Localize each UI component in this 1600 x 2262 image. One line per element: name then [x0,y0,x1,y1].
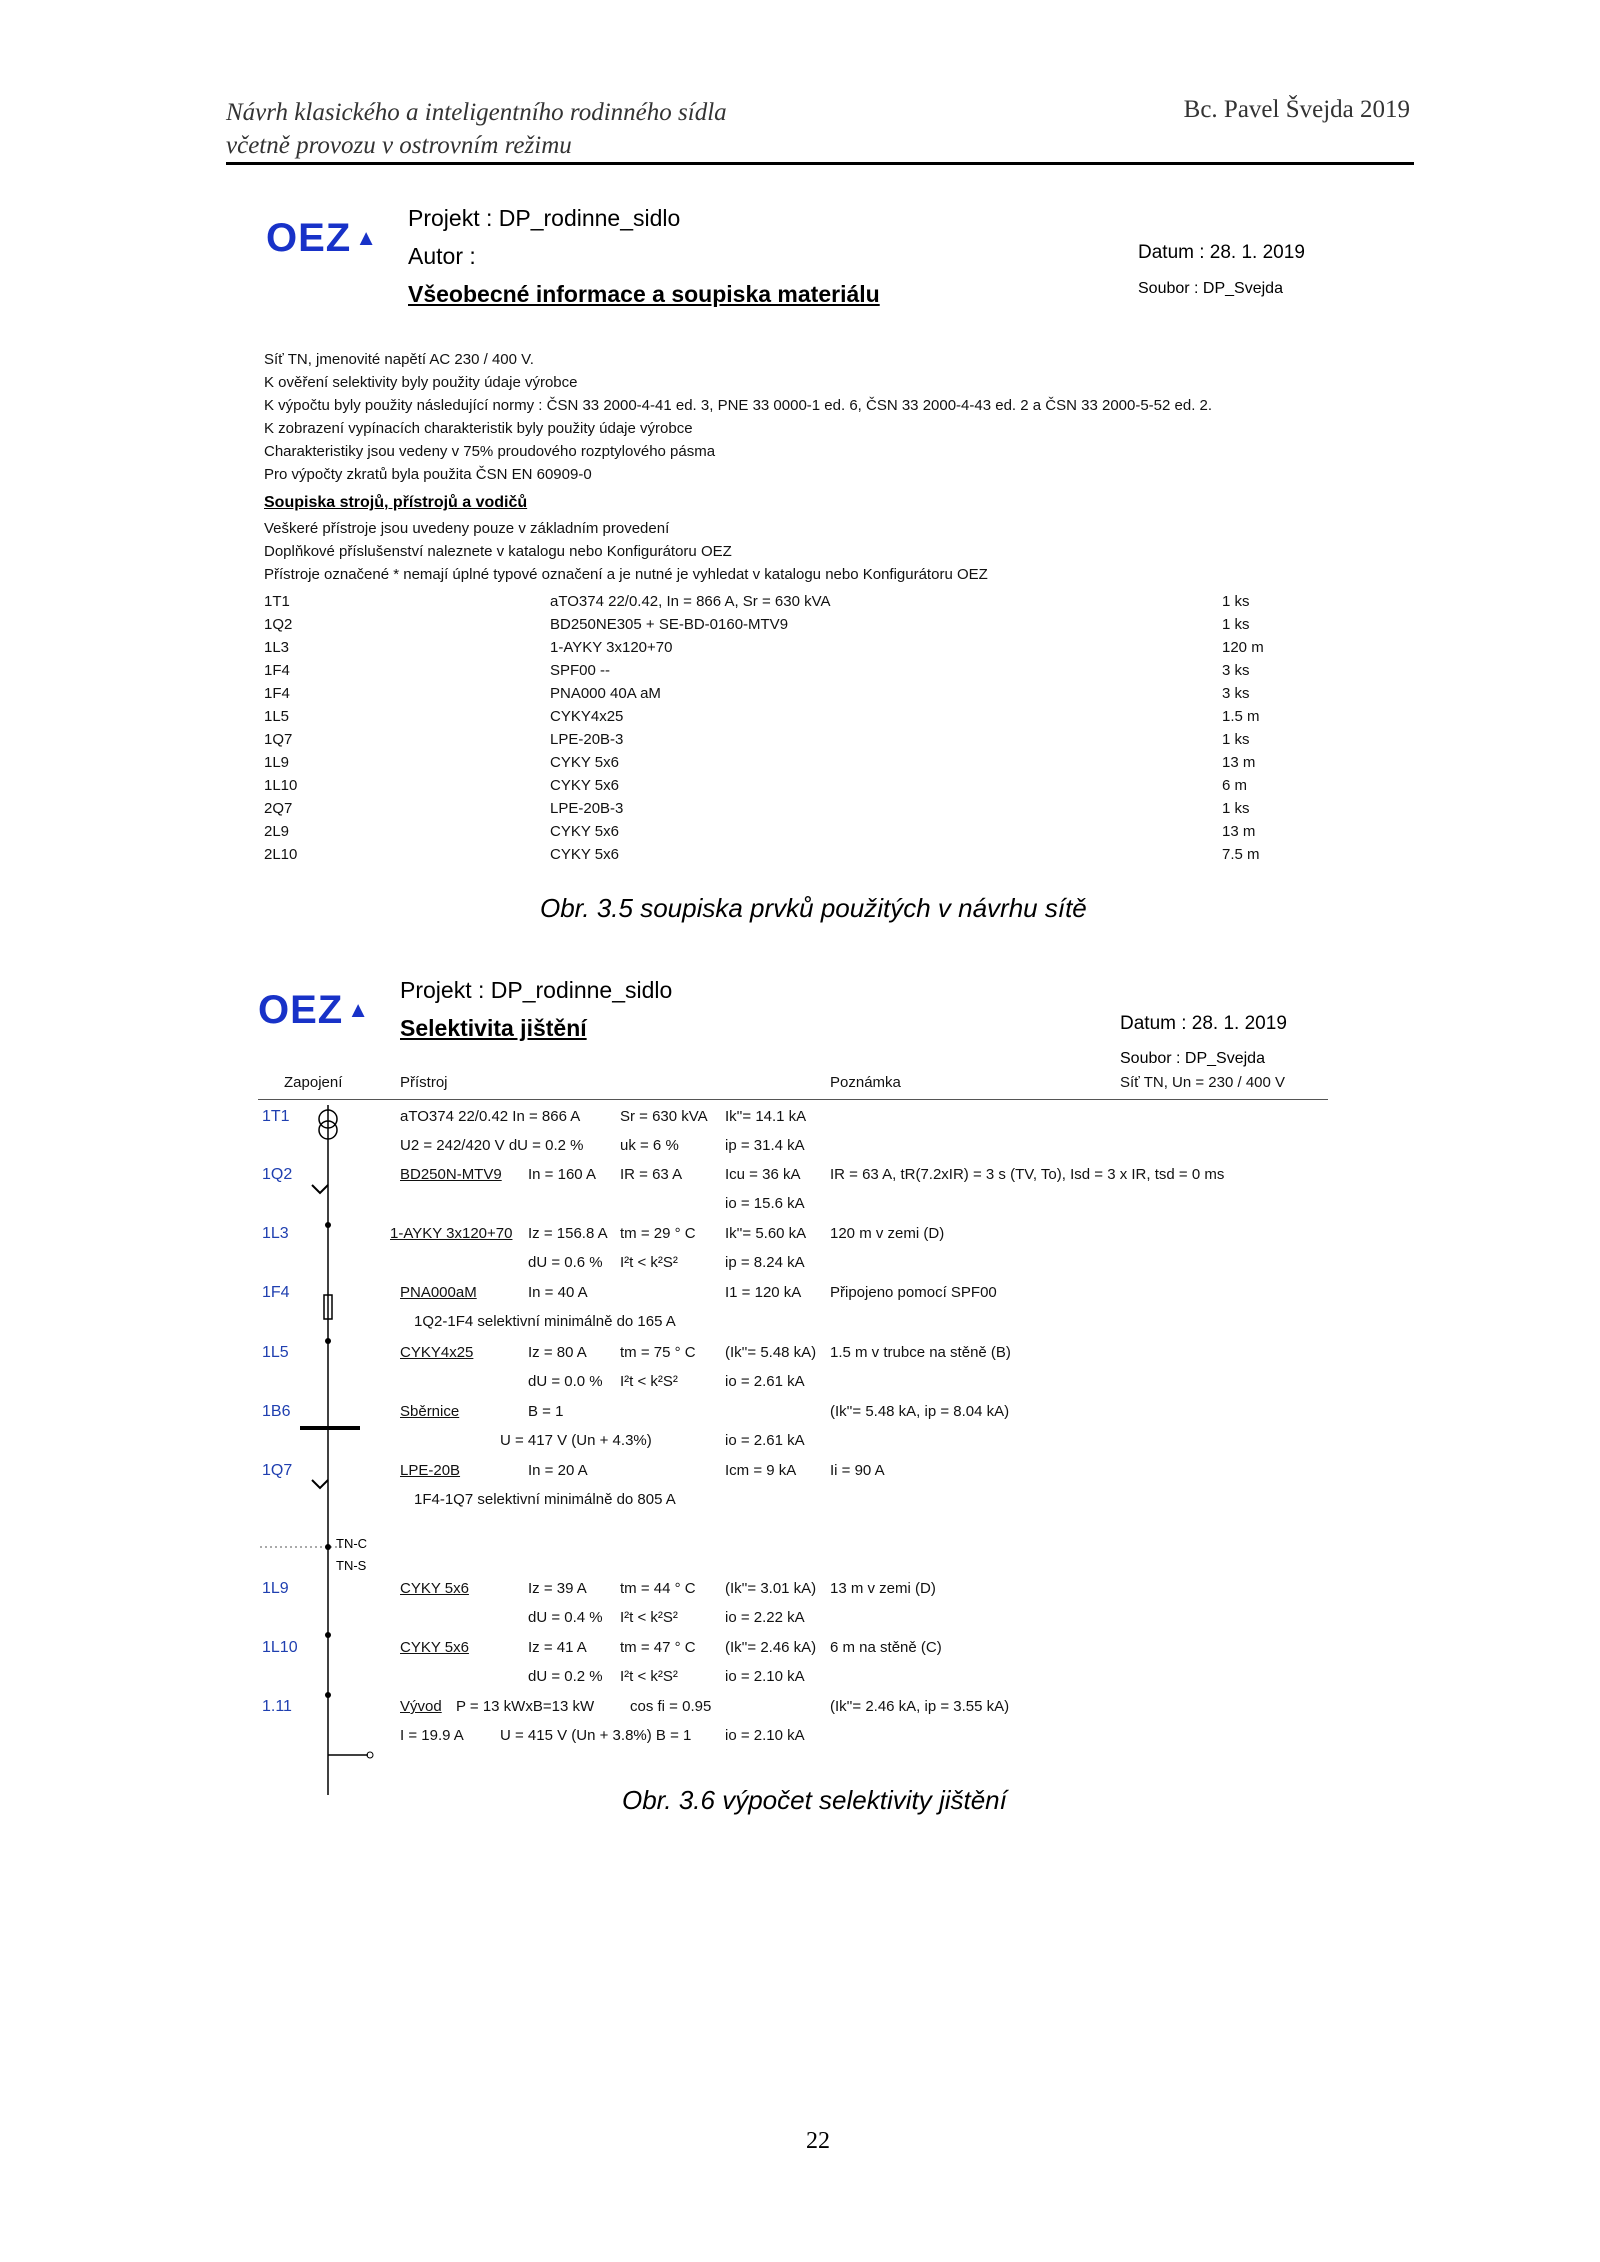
table-row: 2L9 CYKY 5x6 13 m [264,823,1256,840]
col-pristroj: Přístroj [400,1074,448,1091]
table-row: BD250N-MTV9 In = 160 A IR = 63 A Icu = 36 kA IR = 63 A, tR(7.2xIR) = 3 s (TV, To), Isd = 3 x IR, tsd = 0 ms [400,1166,1225,1183]
header-author: Bc. Pavel Švejda 2019 [1183,96,1410,123]
fig1-caption: Obr. 3.5 soupiska prvků použitých v návrhu sítě [540,893,1087,923]
node-id: 1L3 [262,1225,289,1242]
info-line: K zobrazení vypínacích charakteristik byly použity údaje výrobce [264,420,693,437]
table-row: 1Q2 BD250NE305 + SE-BD-0160-MTV9 1 ks [264,616,1250,633]
table-row: 1-AYKY 3x120+70 Iz = 156.8 A tm = 29 ° C Ik''= 5.60 kA 120 m v zemi (D) [390,1225,945,1242]
logo-triangle-icon: ▲ [355,225,379,250]
table-row: 1F4 SPF00 -- 3 ks [264,662,1250,679]
fig1-section-notes [264,517,988,586]
node-id: 1B6 [262,1403,291,1420]
fig1-section-title: Soupiska strojů, přístrojů a vodičů [264,494,528,511]
fig2-file: Soubor : DP_Svejda [1120,1050,1265,1067]
fig2-caption: Obr. 3.6 výpočet selektivity jištění [622,1785,1007,1815]
table-row: 1F4-1Q7 selektivní minimálně do 805 A [414,1491,676,1508]
fig1-author: Autor : [408,243,476,269]
fig1-title: Všeobecné informace a soupiska materiálu [408,281,880,307]
info-line: Síť TN, jmenovité napětí AC 230 / 400 V. [264,351,534,368]
note-line: Doplňkové příslušenství naleznete v katalogu nebo Konfigurátoru OEZ [264,543,732,560]
table-row: 1Q2-1F4 selektivní minimálně do 165 A [414,1313,676,1330]
table-row: 1L9 CYKY 5x6 13 m [264,754,1256,771]
fig1-file: Soubor : DP_Svejda [1138,280,1283,297]
table-row: CYKY 5x6 Iz = 39 A tm = 44 ° C (Ik''= 3.01 kA) 13 m v zemi (D) [400,1580,936,1597]
note-line: Veškeré přístroje jsou uvedeny pouze v základním provedení [264,520,670,537]
header-title [226,96,727,162]
header-title-line2: včetně provozu v ostrovním režimu [226,132,572,159]
fig2-title: Selektivita jištění [400,1015,587,1041]
info-line: K výpočtu byly použity následující normy : ČSN 33 2000-4-41 ed. 3, PNE 33 0000-1 ed. 6, ČSN 33 2000-4-43 ed. 2 a ČSN 33 2000-5-52 ed. 2. [264,397,1213,414]
node-id: 1.11 [262,1698,292,1715]
note-line: Přístroje označené * nemají úplné typové označení a je nutné je vyhledat v katalogu nebo Konfigurátoru OEZ [264,566,988,583]
fig1-date: Datum : 28. 1. 2019 [1138,242,1305,263]
table-row: 1L5 CYKY4x25 1.5 m [264,708,1260,725]
node-id: 1Q2 [262,1166,293,1183]
table-row: CYKY4x25 Iz = 80 A tm = 75 ° C (Ik''= 5.48 kA) 1.5 m v trubce na stěně (B) [400,1344,1011,1361]
table-row: PNA000aM In = 40 A I1 = 120 kA Připojeno pomocí SPF00 [400,1284,997,1301]
table-row: 1Q7 LPE-20B-3 1 ks [264,731,1250,748]
breaker-icon [312,1480,328,1488]
single-line-diagram [290,1105,380,1805]
fig1-info-block [264,348,1212,486]
node-id: 1T1 [262,1108,290,1125]
header-rule [226,162,1414,165]
node-id: 1L10 [262,1639,298,1656]
col-zapojeni: Zapojení [284,1074,343,1091]
table-row: U2 = 242/420 V dU = 0.2 % uk = 6 % ip = 31.4 kA [400,1137,805,1154]
table-row: 2L10 CYKY 5x6 7.5 m [264,846,1260,863]
fig2-date: Datum : 28. 1. 2019 [1120,1013,1287,1034]
header-divider [258,1099,1328,1100]
table-row: 1T1 aTO374 22/0.42, In = 866 A, Sr = 630 kVA 1 ks [264,593,1250,610]
oez-logo: OEZ ▲ [258,988,371,1032]
tn-s-label: TN-S [336,1558,367,1573]
table-row: CYKY 5x6 Iz = 41 A tm = 47 ° C (Ik''= 2.46 kA) 6 m na stěně (C) [400,1639,942,1656]
table-row: I = 19.9 A U = 415 V (Un + 3.8%) B = 1 io = 2.10 kA [400,1727,805,1744]
fig1-project: Projekt : DP_rodinne_sidlo [408,205,681,231]
table-row: 1L10 CYKY 5x6 6 m [264,777,1248,794]
table-row: LPE-20B In = 20 A Icm = 9 kA Ii = 90 A [400,1462,885,1479]
table-row: aTO374 22/0.42 In = 866 A Sr = 630 kVA Ik''= 14.1 kA [400,1108,807,1125]
page-number: 22 [806,2128,830,2154]
info-line: Charakteristiky jsou vedeny v 75% proudového rozptylového pásma [264,443,716,460]
table-row: Sběrnice B = 1 (Ik''= 5.48 kA, ip = 8.04 kA) [400,1403,1010,1420]
node-id: 1L9 [262,1580,289,1597]
oez-logo: OEZ ▲ [266,216,379,260]
node-id: 1Q7 [262,1462,293,1479]
col-network: Síť TN, Un = 230 / 400 V [1120,1074,1286,1091]
header-title-line1: Návrh klasického a inteligentního rodinného sídla [226,99,727,126]
table-row: Vývod P = 13 kWxB=13 kW cos fi = 0.95 (Ik''= 2.46 kA, ip = 3.55 kA) [400,1698,1010,1715]
col-poznamka: Poznámka [830,1074,901,1091]
material-table [264,590,1274,866]
fig2-project: Projekt : DP_rodinne_sidlo [400,977,673,1003]
breaker-icon [312,1185,328,1193]
node-id: 1L5 [262,1344,289,1361]
info-line: Pro výpočty zkratů byla použita ČSN EN 60909-0 [264,466,592,483]
node-id: 1F4 [262,1284,290,1301]
info-line: K ověření selektivity byly použity údaje výrobce [264,374,578,391]
table-row: 1L3 1-AYKY 3x120+70 120 m [264,639,1264,656]
table-row: 1F4 PNA000 40A aM 3 ks [264,685,1250,702]
table-row: 2Q7 LPE-20B-3 1 ks [264,800,1250,817]
logo-triangle-icon: ▲ [347,997,371,1022]
tn-c-label: TN-C [336,1536,368,1551]
